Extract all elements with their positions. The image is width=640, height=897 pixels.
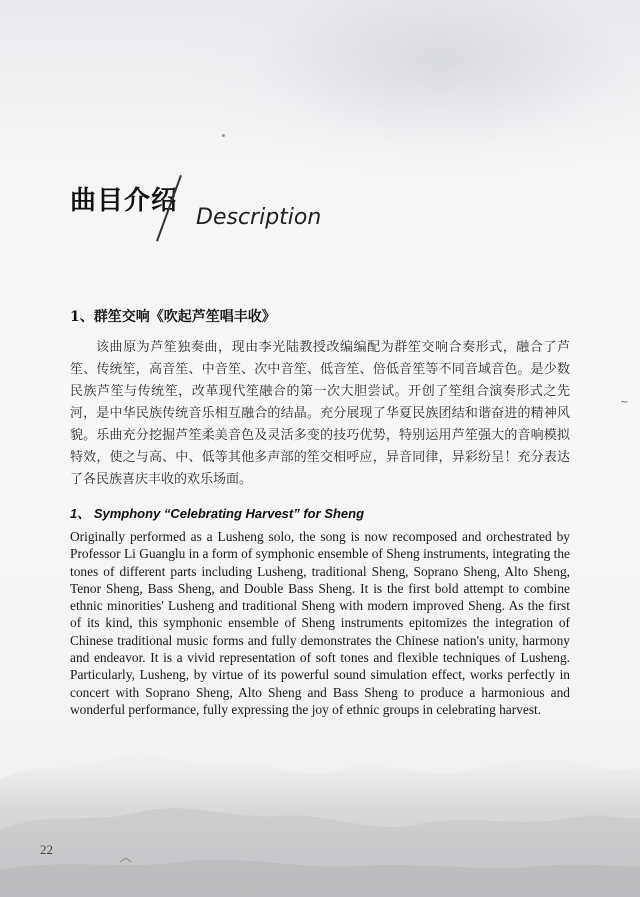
mountain-ink-illustration [0, 720, 640, 897]
page-title-chinese: 曲目介绍 [70, 186, 179, 216]
section-heading-chinese: 1、群笙交响《吹起芦笙唱丰收》 [70, 309, 276, 325]
page-number: 22 [40, 842, 53, 857]
section-heading-english: 1、 Symphony “Celebrating Harvest” for Sheng [70, 506, 365, 521]
cloud-decoration [180, 0, 640, 180]
page-title-english: Description [196, 205, 322, 230]
margin-mark: ~ [620, 397, 629, 408]
speck-decoration [222, 134, 225, 137]
section-body-english: Originally performed as a Lusheng solo, the song is now recomposed and orchestrated by Professor Li Guanglu in a form of symphonic ensemble of Sheng instruments, integrating the tones of different parts including Lusheng, traditional Sheng, Soprano Sheng, Alto Sheng, Tenor Sheng, Bass Sheng, and Double Bass Sheng. It is the first bold attempt to combine ethnic minorities' Lusheng and traditional Sheng with modern improved Sheng. As the first of its kind, this symphonic ensemble of Sheng instruments epitomizes the integration of Chinese traditional music forms and fully demonstrates the Chinese nation's unity, harmony and endeavor. It is a vivid representation of soft tones and flexible techniques of Lusheng. Particularly, Lusheng, by virtue of its powerful sound simulation effect, works perfectly in concert with Soprano Sheng, Alto Sheng and Bass Sheng to produce a harmonious and wonderful performance, fully expressing the joy of ethnic groups in celebrating harvest. [70, 529, 570, 717]
section-body-chinese: 该曲原为芦笙独奏曲，现由李光陆教授改编编配为群笙交响合奏形式，融合了芦笙、传统笙，高音笙、中音笙、次中音笙、低音笙、倍低音笙等不同音域音色。是少数民族芦笙与传统笙，改革现代笙融合的第一次大胆尝试。开创了笙组合演奏形式之先河，是中华民族传统音乐相互融合的结晶。充分展现了华夏民族团结和谐奋进的精神风貌。乐曲充分挖掘芦笙柔美音色及灵活多变的技巧优势，特别运用芦笙强大的音响模拟特效，使之与高、中、低等其他多声部的笙交相呼应，异音同律，异彩纷呈！充分表达了各民族喜庆丰收的欢乐场面。 [70, 340, 570, 487]
